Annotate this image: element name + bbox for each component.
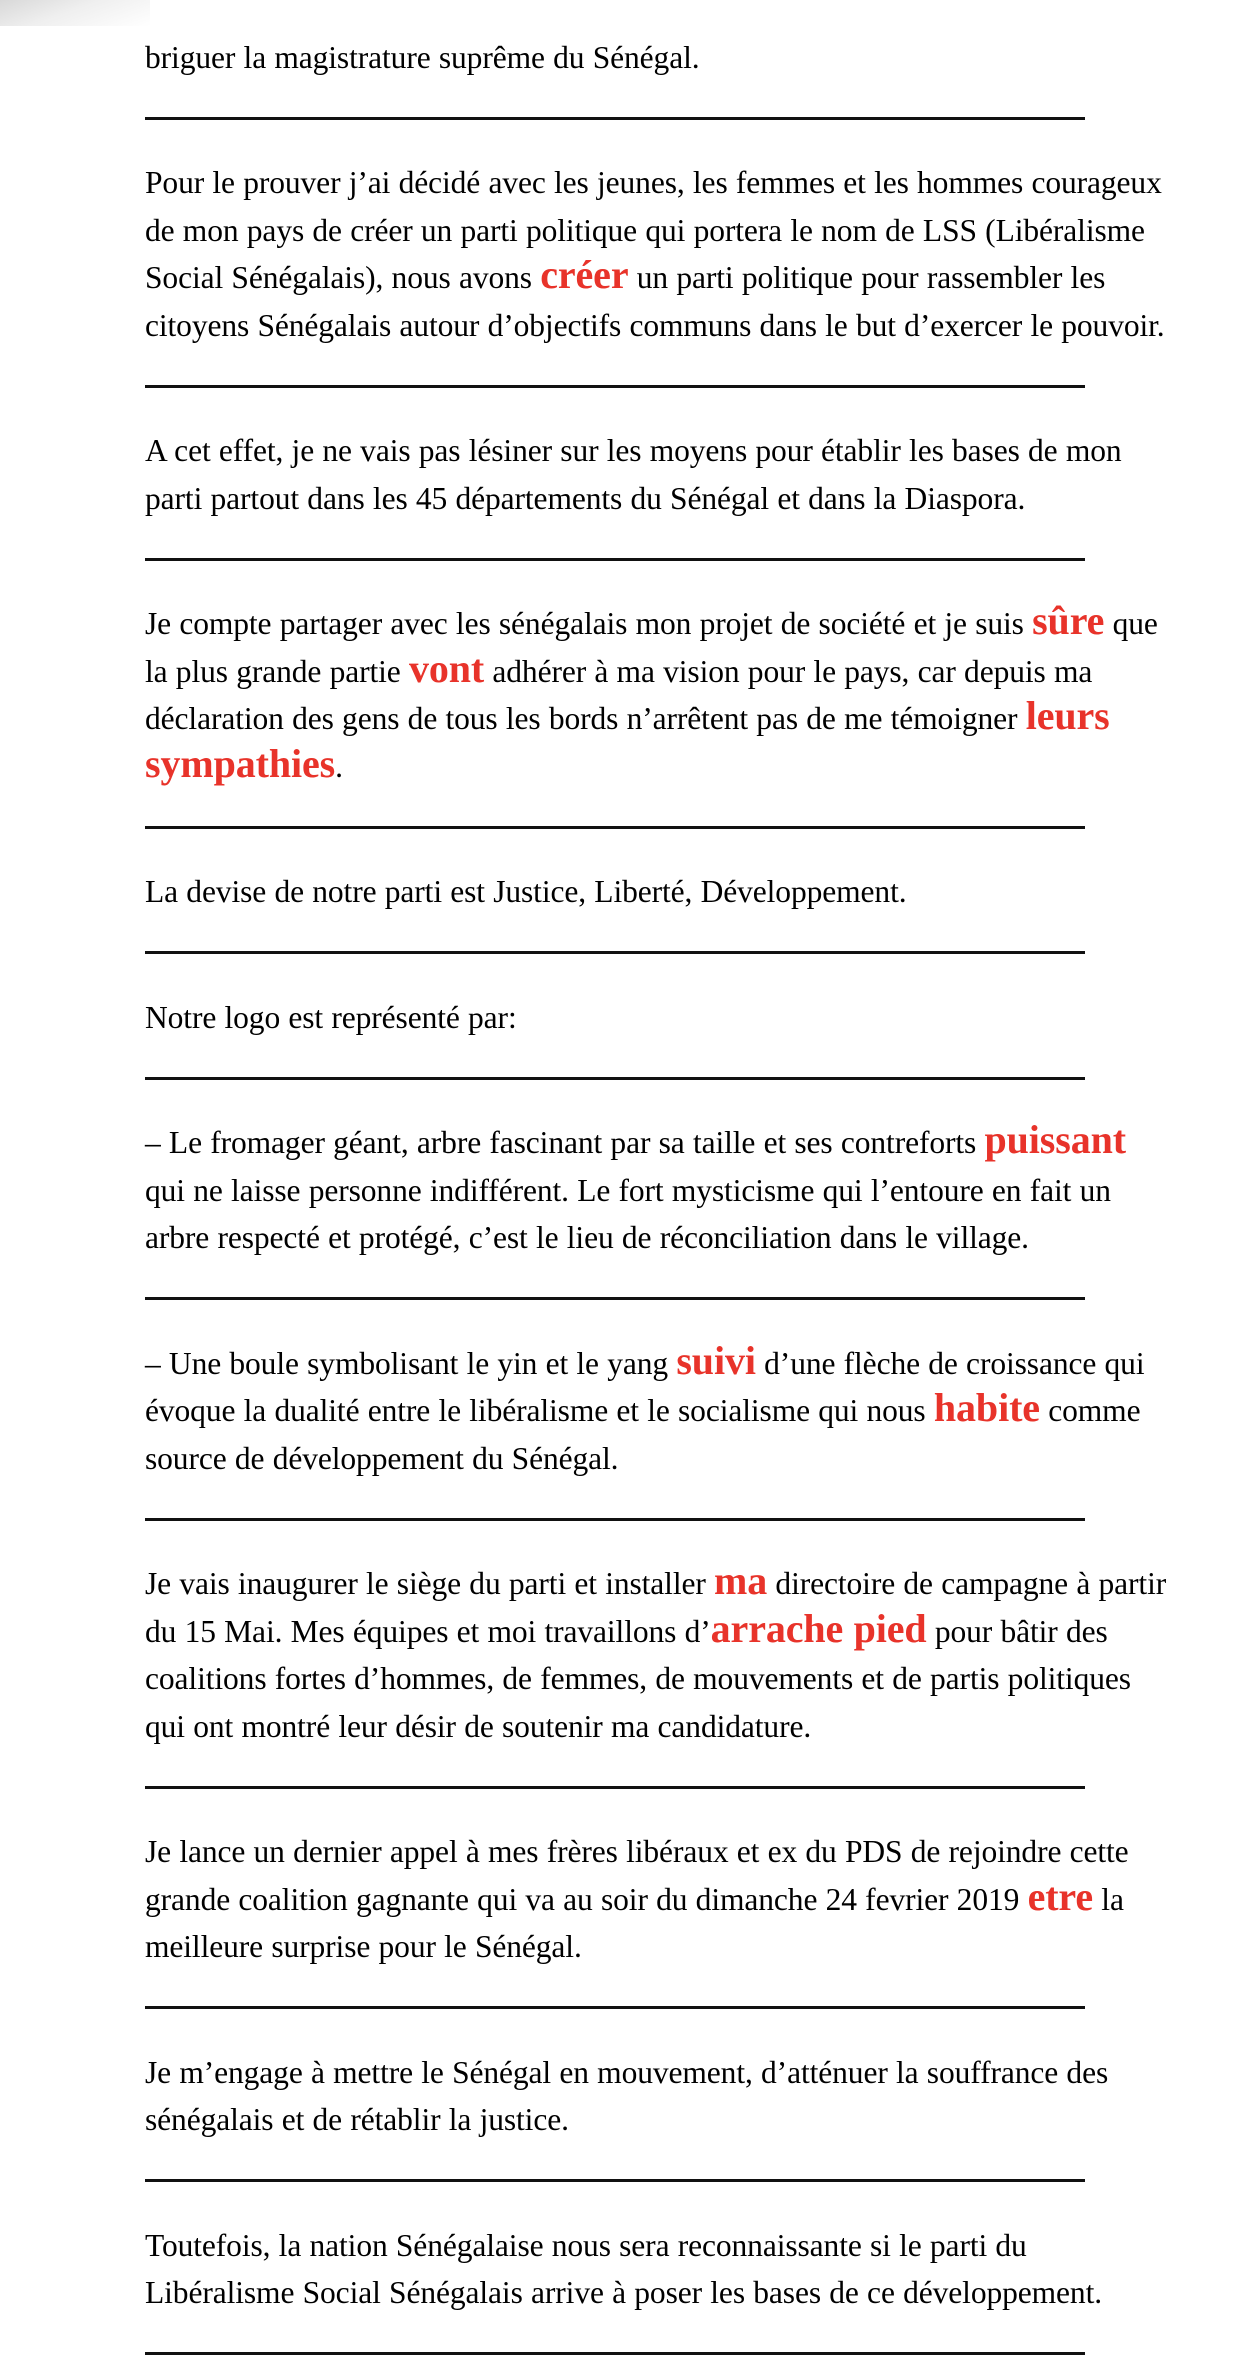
paragraph-p-devise [0,860,1242,920]
paragraph-separator-rule [145,1786,1085,1789]
text-run: La devise de notre parti est Justice, Liberté, Développement. [145,874,907,909]
paragraph-p-fromager [0,1111,1242,1266]
text-run: directoire de campagne à partir du 15 Mai. Mes équipes et moi travaillons d’ [145,1566,1166,1649]
paragraph-p-logo-intro [0,986,1242,1046]
text-run: Notre logo est représenté par: [145,1000,517,1035]
paragraph-separator-rule [145,2006,1085,2009]
text-run: . [335,749,343,784]
paragraph-separator-rule [145,1518,1085,1521]
text-run: la meilleure surprise pour le Sénégal. [145,1882,1124,1965]
paragraph-p-inaugurer-siege [0,1552,1242,1754]
highlighted-word: ma [714,1558,767,1603]
paragraph-block [0,1111,1242,1300]
text-run: Toutefois, la nation Sénégalaise nous sera reconnaissante si le parti du Libéralisme Social Sénégalais arrive à poser les bases de ce développement. [145,2228,1102,2311]
highlighted-word: sûre [1032,598,1104,643]
paragraph-block [0,2041,1242,2183]
paragraph-block [0,860,1242,954]
paragraph-block [0,1332,1242,1521]
paragraph-separator-rule [145,1077,1085,1080]
highlighted-word: suivi [676,1338,756,1383]
paragraph-separator-rule [145,826,1085,829]
paragraph-p-dernier-appel [0,1820,1242,1975]
paragraph-block [0,986,1242,1080]
paragraph-p-je-compte-partager [0,592,1242,794]
highlighted-word: créer [540,252,628,297]
highlighted-word: puissant [985,1117,1127,1162]
paragraph-separator-rule [145,1297,1085,1300]
text-run: – Une boule symbolisant le yin et le yang [145,1346,676,1381]
paragraph-p-engage [0,2041,1242,2148]
text-run: adhérer à ma vision pour le pays, car depuis ma déclaration des gens de tous les bords n’arrêtent pas de me témoigner [145,654,1092,737]
highlighted-word: arrache pied [711,1606,927,1651]
text-run: Je lance un dernier appel à mes frères libéraux et ex du PDS de rejoindre cette grande coalition gagnante qui va au soir du dimanche 24 fevrier 2019 [145,1834,1129,1917]
paragraph-p-boule-yin-yang [0,1332,1242,1487]
paragraph-separator-rule [145,2179,1085,2182]
paragraph-block [0,419,1242,561]
paragraph-separator-rule [145,951,1085,954]
highlighted-word: vont [409,646,484,691]
paragraph-block [0,151,1242,388]
text-run: pour bâtir des coalitions fortes d’hommes, de femmes, de mouvements et de partis politiques qui ont montré leur désir de soutenir ma candidature. [145,1614,1131,1744]
paragraph-p-toutefois [0,2214,1242,2321]
text-run: qui ne laisse personne indifférent. Le fort mysticisme qui l’entoure en fait un arbre respecté et protégé, c’est le lieu de réconciliation dans le village. [145,1173,1111,1256]
highlighted-word: leurs sympathies [145,693,1110,786]
paragraph-p-briguer [0,32,1242,86]
paragraph-block [0,1820,1242,2009]
text-run: Je vais inaugurer le siège du parti et installer [145,1566,714,1601]
text-run: un parti politique pour rassembler les citoyens Sénégalais autour d’objectifs communs dans le but d’exercer le pouvoir. [145,260,1165,343]
text-run: Je compte partager avec les sénégalais mon projet de société et je suis [145,606,1032,641]
paragraph-block [0,32,1242,120]
text-run: Je m’engage à mettre le Sénégal en mouvement, d’atténuer la souffrance des sénégalais et de rétablir la justice. [145,2055,1108,2138]
text-run: Pour le prouver j’ai décidé avec les jeunes, les femmes et les hommes courageux de mon pays de créer un parti politique qui portera le nom de LSS (Libéralisme Social Sénégalais), nous avons [145,165,1162,295]
text-run: briguer la magistrature suprême du Sénégal. [145,40,700,75]
text-run: A cet effet, je ne vais pas lésiner sur les moyens pour établir les bases de mon parti partout dans les 45 départements du Sénégal et dans la Diaspora. [145,433,1122,516]
text-run: d’une flèche de croissance qui évoque la dualité entre le libéralisme et le socialisme qui nous [145,1346,1144,1429]
paragraph-p-pour-le-prouver [0,151,1242,353]
highlighted-word: habite [934,1385,1040,1430]
text-run: que la plus grande partie [145,606,1158,689]
paragraph-block [0,2214,1242,2355]
paragraph-separator-rule [145,117,1085,120]
paragraph-block [0,1552,1242,1789]
paragraph-separator-rule [145,558,1085,561]
paragraph-separator-rule [145,385,1085,388]
text-run: – Le fromager géant, arbre fascinant par sa taille et ses contreforts [145,1125,985,1160]
paragraph-p-a-cet-effet [0,419,1242,526]
text-run: comme source de développement du Sénégal. [145,1393,1140,1476]
highlighted-word: etre [1028,1874,1093,1919]
paragraph-block [0,592,1242,829]
